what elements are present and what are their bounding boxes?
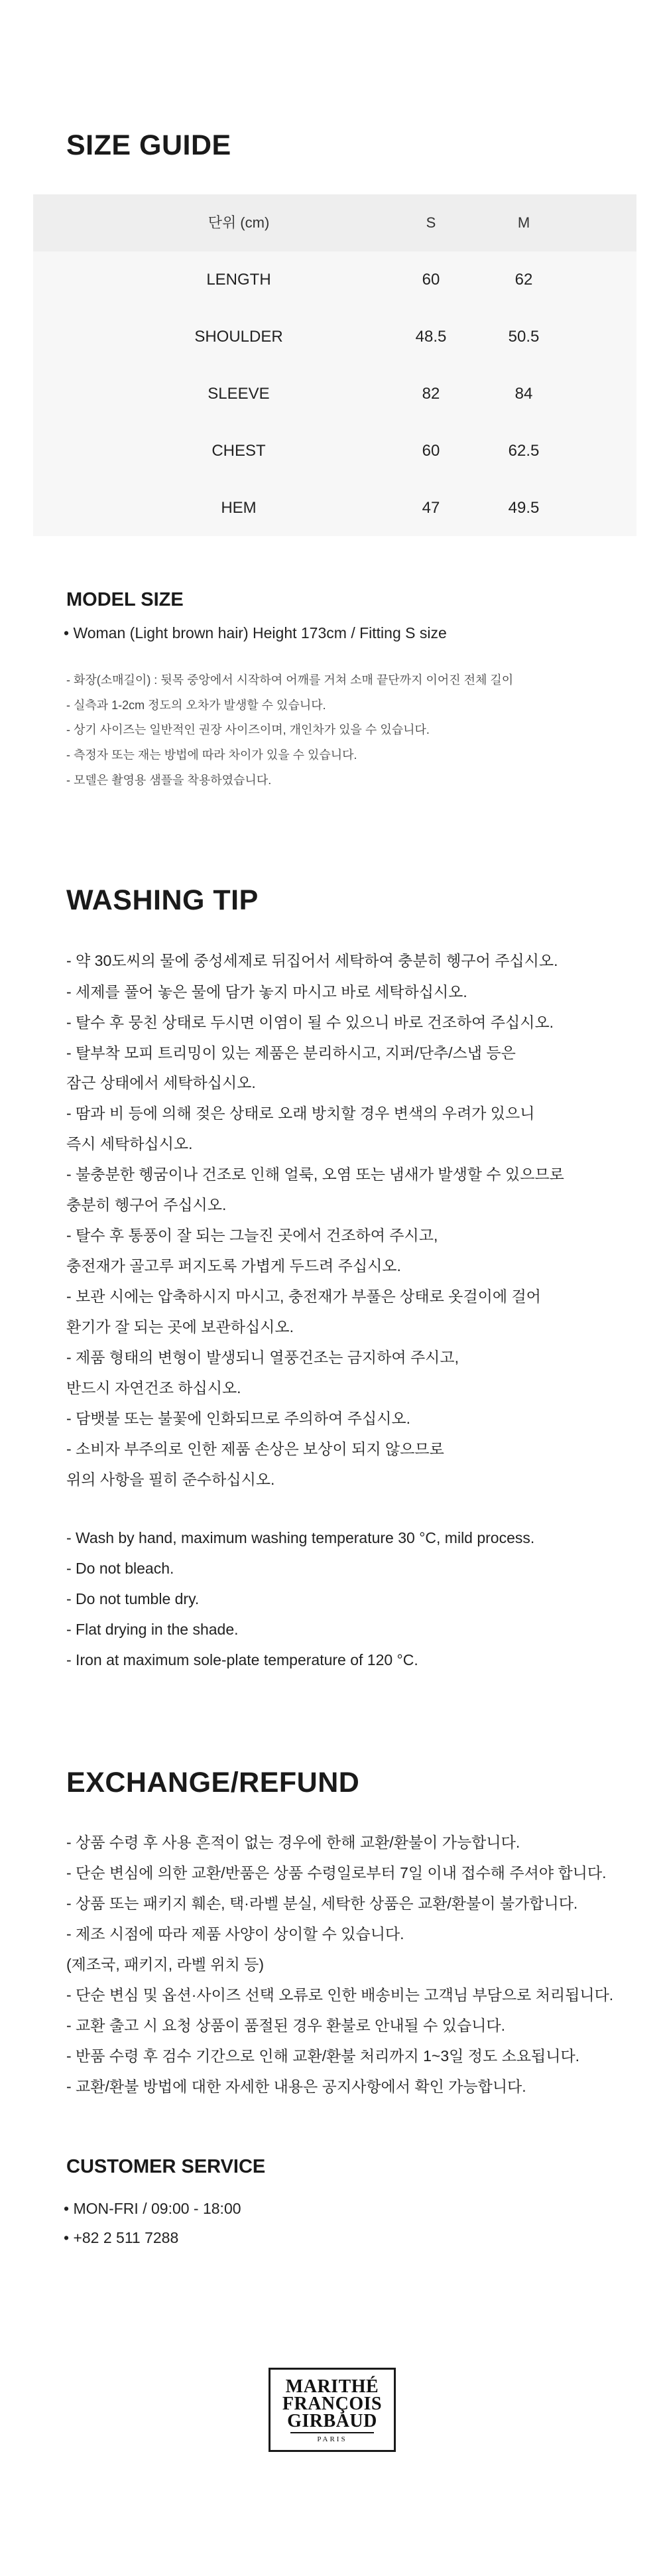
washing-instruction: 즉시 세탁하십시오. bbox=[66, 1135, 193, 1152]
washing-instruction: 충전재가 골고루 퍼지도록 가볍게 두드려 주십시오. bbox=[66, 1257, 401, 1274]
size-s-value: 47 bbox=[422, 499, 440, 517]
size-table bbox=[33, 194, 636, 536]
washing-instruction: 충분히 헹구어 주십시오. bbox=[66, 1196, 227, 1213]
size-m-value: 50.5 bbox=[508, 328, 540, 346]
refund-policy-line: - 교환 출고 시 요청 상품이 품절된 경우 환불로 안내될 수 있습니다. bbox=[66, 2017, 506, 2034]
exchange-refund-title: EXCHANGE/REFUND bbox=[66, 1767, 360, 1798]
size-guide-title: SIZE GUIDE bbox=[66, 129, 231, 161]
washing-instruction: - 땀과 비 등에 의해 젖은 상태로 오래 방치할 경우 변색의 우려가 있으니 bbox=[66, 1105, 535, 1122]
model-size-title: MODEL SIZE bbox=[66, 589, 184, 610]
refund-policy-line: - 단순 변심에 의한 교환/반품은 상품 수령일로부터 7일 이내 접수해 주셔야 합니다. bbox=[66, 1864, 607, 1881]
logo-line: MARITHÉ bbox=[285, 2376, 379, 2397]
customer-service-title: CUSTOMER SERVICE bbox=[66, 2156, 266, 2177]
washing-instruction: - 탈수 후 통풍이 잘 되는 그늘진 곳에서 건조하여 주시고, bbox=[66, 1227, 438, 1244]
size-note: - 상기 사이즈는 일반적인 권장 사이즈이며, 개인차가 있을 수 있습니다. bbox=[66, 723, 430, 736]
washing-instruction: 위의 사항을 필히 준수하십시오. bbox=[66, 1471, 275, 1488]
washing-instruction: 환기가 잘 되는 곳에 보관하십시오. bbox=[66, 1318, 294, 1335]
table-row bbox=[33, 480, 636, 537]
unit-header: 단위 (cm) bbox=[208, 214, 270, 231]
size-s-value: 82 bbox=[422, 385, 440, 403]
logo-line: PARIS bbox=[317, 2435, 347, 2443]
brand-logo bbox=[269, 2368, 396, 2452]
model-size-item: • Woman (Light brown hair) Height 173cm / Fitting S size bbox=[64, 624, 447, 642]
washing-instruction: - 제품 형태의 변형이 발생되니 열풍건조는 금지하여 주시고, bbox=[66, 1349, 459, 1366]
service-hours: • MON-FRI / 09:00 - 18:00 bbox=[64, 2200, 241, 2217]
service-phone: • +82 2 511 7288 bbox=[64, 2229, 179, 2246]
refund-policy-line: - 반품 수령 후 검수 기간으로 인해 교환/환불 처리까지 1~3일 정도 소요됩니다. bbox=[66, 2047, 580, 2065]
table-row bbox=[33, 251, 636, 308]
table-row bbox=[33, 308, 636, 366]
size-m-header: M bbox=[517, 214, 530, 231]
washing-instruction: - 보관 시에는 압축하시지 마시고, 충전재가 부풀은 상태로 옷걸이에 걸어 bbox=[66, 1288, 541, 1305]
measure-label: SHOULDER bbox=[194, 328, 283, 346]
size-note: - 화장(소매길이) : 뒷목 중앙에서 시작하여 어깨를 거쳐 소매 끝단까지 이어진 전체 길이 bbox=[66, 673, 514, 687]
measure-label: SLEEVE bbox=[208, 385, 270, 403]
refund-policy-line: - 상품 수령 후 사용 흔적이 없는 경우에 한해 교환/환불이 가능합니다. bbox=[66, 1834, 520, 1851]
care-instruction: - Flat drying in the shade. bbox=[66, 1621, 239, 1638]
washing-instruction: - 약 30도씨의 물에 중성세제로 뒤집어서 세탁하여 충분히 헹구어 주십시오. bbox=[66, 952, 558, 969]
size-note: - 측정자 또는 재는 방법에 따라 차이가 있을 수 있습니다. bbox=[66, 748, 357, 762]
measure-label: LENGTH bbox=[206, 271, 271, 289]
logo-divider bbox=[290, 2432, 374, 2433]
washing-instruction: - 불충분한 헹굼이나 건조로 인해 얼룩, 오염 또는 냄새가 발생할 수 있으므로 bbox=[66, 1166, 564, 1183]
washing-instruction: 반드시 자연건조 하십시오. bbox=[66, 1379, 241, 1396]
washing-instruction: 잠근 상태에서 세탁하십시오. bbox=[66, 1074, 256, 1091]
measure-label: HEM bbox=[221, 499, 257, 517]
washing-tip-title: WASHING TIP bbox=[66, 884, 259, 916]
size-note: - 실측과 1-2cm 정도의 오차가 발생할 수 있습니다. bbox=[66, 699, 326, 712]
size-m-value: 62 bbox=[514, 271, 533, 289]
table-row bbox=[33, 366, 636, 423]
care-instruction: - Do not bleach. bbox=[66, 1560, 174, 1577]
refund-policy-line: - 단순 변심 및 옵션·사이즈 선택 오류로 인한 배송비는 고객님 부담으로 처리됩니다. bbox=[66, 1986, 614, 2003]
care-instruction: - Wash by hand, maximum washing temperature 30 °C, mild process. bbox=[66, 1529, 535, 1546]
size-s-value: 60 bbox=[422, 271, 440, 289]
logo-line: GIRBAUD bbox=[287, 2411, 377, 2431]
refund-policy-line: - 제조 시점에 따라 제품 사양이 상이할 수 있습니다. bbox=[66, 1925, 404, 1942]
washing-instruction: - 담뱃불 또는 불꽃에 인화되므로 주의하여 주십시오. bbox=[66, 1410, 410, 1427]
size-s-header: S bbox=[426, 214, 436, 231]
refund-policy-line: - 교환/환불 방법에 대한 자세한 내용은 공지사항에서 확인 가능합니다. bbox=[66, 2078, 526, 2095]
care-instruction: - Iron at maximum sole-plate temperature of 120 °C. bbox=[66, 1651, 418, 1668]
size-s-value: 48.5 bbox=[415, 328, 447, 346]
refund-policy-line: - 상품 또는 패키지 훼손, 택·라벨 분실, 세탁한 상품은 교환/환불이 불가합니다. bbox=[66, 1895, 578, 1912]
washing-instruction: - 세제를 풀어 놓은 물에 담가 놓지 마시고 바로 세탁하십시오. bbox=[66, 983, 467, 1000]
table-row bbox=[33, 423, 636, 480]
size-m-value: 62.5 bbox=[508, 442, 540, 460]
washing-instruction: - 탈수 후 뭉친 상태로 두시면 이염이 될 수 있으니 바로 건조하여 주십시오. bbox=[66, 1014, 554, 1031]
size-note: - 모델은 촬영용 샘플을 착용하였습니다. bbox=[66, 774, 272, 787]
size-m-value: 84 bbox=[514, 385, 533, 403]
size-s-value: 60 bbox=[422, 442, 440, 460]
measure-label: CHEST bbox=[211, 442, 266, 460]
care-instruction: - Do not tumble dry. bbox=[66, 1590, 200, 1607]
logo-line: FRANÇOIS bbox=[282, 2394, 383, 2414]
size-table-header bbox=[33, 194, 636, 251]
washing-instruction: - 소비자 부주의로 인한 제품 손상은 보상이 되지 않으므로 bbox=[66, 1440, 444, 1457]
washing-instruction: - 탈부착 모피 트리밍이 있는 제품은 분리하시고, 지퍼/단추/스냅 등은 bbox=[66, 1044, 516, 1061]
refund-policy-line: (제조국, 패키지, 라벨 위치 등) bbox=[66, 1956, 265, 1973]
size-m-value: 49.5 bbox=[508, 499, 540, 517]
